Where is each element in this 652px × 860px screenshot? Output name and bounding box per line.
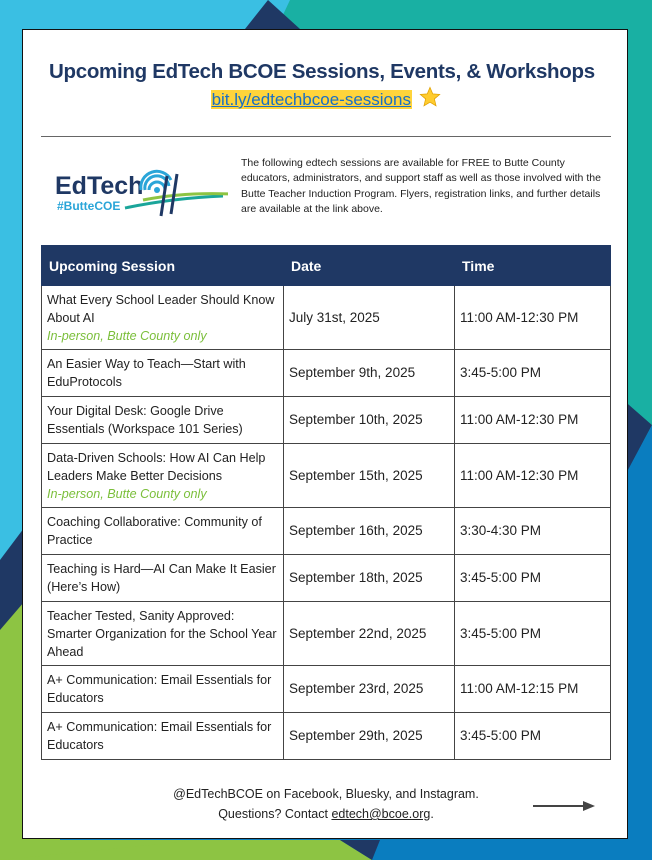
session-cell — [42, 508, 284, 555]
contact-suffix: . — [430, 807, 434, 821]
time-cell: 3:45-5:00 PM — [455, 350, 611, 397]
table-row — [42, 508, 611, 555]
table-header-row — [42, 246, 611, 286]
date-cell: September 10th, 2025 — [284, 397, 455, 444]
session-title: A+ Communication: Email Essentials for Educators — [47, 673, 272, 705]
session-cell — [42, 602, 284, 666]
time-cell: 3:45-5:00 PM — [455, 555, 611, 602]
session-title: What Every School Leader Should Know About AI — [47, 292, 275, 325]
intro-text: The following edtech sessions are available for FREE to Butte County educators, administrators, and support staff as well as those involved with the Butte Teacher Induction Program. Flyers, registration links, and further details are available at the link above. — [241, 157, 601, 215]
session-title: An Easier Way to Teach—Start with EduProtocols — [47, 357, 246, 389]
divider — [41, 136, 611, 137]
email-link[interactable]: edtech@bcoe.org — [331, 807, 431, 821]
time-cell: 3:30-4:30 PM — [455, 508, 611, 555]
session-cell — [42, 286, 284, 350]
session-cell — [42, 350, 284, 397]
date-cell: September 15th, 2025 — [284, 444, 455, 508]
date-cell: September 18th, 2025 — [284, 555, 455, 602]
session-title: Coaching Collaborative: Community of Practice — [47, 515, 262, 547]
table-row — [42, 602, 611, 666]
date-cell: September 29th, 2025 — [284, 713, 455, 760]
sessions-table — [41, 245, 611, 760]
time-cell: 3:45-5:00 PM — [455, 602, 611, 666]
time-cell: 11:00 AM-12:30 PM — [455, 444, 611, 508]
logo-wordmark: EdTech — [55, 172, 144, 200]
session-title: Data-Driven Schools: How AI Can Help Leaders Make Better Decisions — [47, 450, 266, 483]
contact-prefix: Questions? Contact — [218, 807, 332, 821]
page-title: Upcoming EdTech BCOE Sessions, Events, & Workshops — [49, 60, 595, 83]
session-cell — [42, 397, 284, 444]
session-title: A+ Communication: Email Essentials for Educators — [47, 720, 272, 752]
date-cell: September 22nd, 2025 — [284, 602, 455, 666]
session-cell — [42, 555, 284, 602]
date-cell: September 23rd, 2025 — [284, 666, 455, 713]
session-note: In-person, Butte County only — [47, 328, 207, 343]
time-cell: 11:00 AM-12:30 PM — [455, 286, 611, 350]
session-title: Teaching is Hard—AI Can Make It Easier (Here’s How) — [47, 562, 276, 594]
session-cell — [42, 666, 284, 713]
session-title: Your Digital Desk: Google Drive Essentials (Workspace 101 Series) — [47, 404, 243, 436]
session-title: Teacher Tested, Sanity Approved: Smarter Organization for the School Year Ahead — [47, 608, 277, 659]
table-row — [42, 555, 611, 602]
session-cell — [42, 713, 284, 760]
table-row — [42, 350, 611, 397]
time-cell: 3:45-5:00 PM — [455, 713, 611, 760]
social-text: @EdTechBCOE on Facebook, Bluesky, and Instagram. — [173, 787, 479, 801]
arrow-right-icon — [533, 800, 595, 812]
date-cell: September 16th, 2025 — [284, 508, 455, 555]
header-time: Time — [455, 246, 611, 286]
logo-hashtag: #ButteCOE — [57, 199, 121, 213]
link-row — [23, 86, 629, 113]
table-row — [42, 444, 611, 508]
table-row — [42, 397, 611, 444]
table-row — [42, 713, 611, 760]
header-session: Upcoming Session — [42, 246, 284, 286]
date-cell: September 9th, 2025 — [284, 350, 455, 397]
sessions-link[interactable]: bit.ly/edtechbcoe-sessions — [211, 90, 411, 109]
time-cell: 11:00 AM-12:15 PM — [455, 666, 611, 713]
edtech-logo — [53, 160, 228, 220]
session-cell — [42, 444, 284, 508]
session-note: In-person, Butte County only — [47, 486, 207, 501]
header-date: Date — [284, 246, 455, 286]
table-row — [42, 666, 611, 713]
flyer-card — [22, 29, 628, 839]
star-icon — [419, 86, 441, 113]
date-cell: July 31st, 2025 — [284, 286, 455, 350]
time-cell: 11:00 AM-12:30 PM — [455, 397, 611, 444]
table-row — [42, 286, 611, 350]
